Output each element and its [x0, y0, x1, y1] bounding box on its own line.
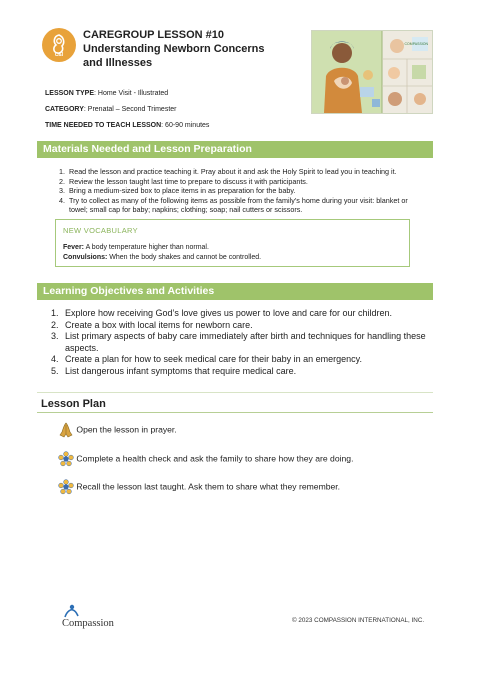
- list-item: 3. List primary aspects of baby care immediately after birth and techniques for handling these aspects.: [61, 331, 427, 354]
- plan-step: [58, 479, 340, 495]
- compassion-figure-icon: [62, 604, 80, 618]
- step-text: Complete a health check and ask the family to share how they are doing.: [76, 453, 354, 464]
- lesson-title: [83, 28, 283, 70]
- photo-caption: COMPASSION: [404, 42, 428, 46]
- step-text: Open the lesson in prayer.: [76, 424, 177, 435]
- badge-label: C&I: [54, 52, 64, 58]
- plan-divider-top: [37, 392, 433, 393]
- list-item: 1. Explore how receiving God’s love gives us power to love and care for our children.: [61, 308, 427, 320]
- plan-step: [58, 422, 177, 438]
- lesson-plan-heading: Lesson Plan: [41, 398, 106, 410]
- title-line-3: and Illnesses: [83, 57, 153, 69]
- list-item: 1. Read the lesson and practice teaching it. Pray about it and ask the Holy Spirit to lead you in teaching it.: [67, 167, 427, 177]
- lesson-illustration: [311, 30, 433, 114]
- objectives-list: [47, 308, 427, 377]
- list-item: 2. Create a box with local items for newborn care.: [61, 320, 427, 332]
- flower-icon: [58, 451, 74, 467]
- vocab-convulsions: Convulsions: When the body shakes and cannot be controlled.: [63, 254, 262, 261]
- plan-step: [58, 451, 353, 467]
- step-text: Recall the lesson last taught. Ask them to share what they remember.: [76, 481, 341, 492]
- materials-list: [57, 167, 427, 215]
- flower-icon: [58, 479, 74, 495]
- lesson-time: TIME NEEDED TO TEACH LESSON: 60-90 minutes: [45, 122, 210, 129]
- list-item: 4. Create a plan for how to seek medical care for their baby in an emergency.: [61, 354, 427, 366]
- list-item: 4. Try to collect as many of the following items as possible from the family’s home during your visit: blanket or towel; small cap for baby; napkins; clothing; soap; nail cutters or scissors.: [67, 196, 427, 215]
- list-item: 2. Review the lesson taught last time to prepare to discuss it with participants.: [67, 177, 427, 187]
- vocab-fever: Fever: A body temperature higher than normal.: [63, 244, 209, 251]
- list-item: 3. Bring a medium-sized box to place items in as preparation for the baby.: [67, 186, 427, 196]
- materials-heading: Materials Needed and Lesson Preparation: [37, 141, 433, 158]
- vocabulary-heading: NEW VOCABULARY: [63, 226, 138, 235]
- copyright: © 2023 COMPASSION INTERNATIONAL, INC.: [292, 617, 425, 624]
- plan-divider: [37, 412, 433, 413]
- lesson-badge: [42, 28, 76, 62]
- title-line-2: Understanding Newborn Concerns: [83, 43, 265, 55]
- title-line-1: CAREGROUP LESSON #10: [83, 29, 225, 41]
- vocabulary-box: [55, 219, 410, 267]
- mother-with-baby-illustration: [312, 31, 432, 113]
- objectives-heading: Learning Objectives and Activities: [37, 283, 433, 300]
- lesson-category: CATEGORY: Prenatal – Second Trimester: [45, 106, 177, 113]
- list-item: 5. List dangerous infant symptoms that require medical care.: [61, 366, 427, 378]
- lesson-type: LESSON TYPE: Home Visit - Illustrated: [45, 90, 169, 97]
- praying-hands-icon: [58, 422, 74, 438]
- compassion-wordmark: Compassion: [62, 618, 114, 629]
